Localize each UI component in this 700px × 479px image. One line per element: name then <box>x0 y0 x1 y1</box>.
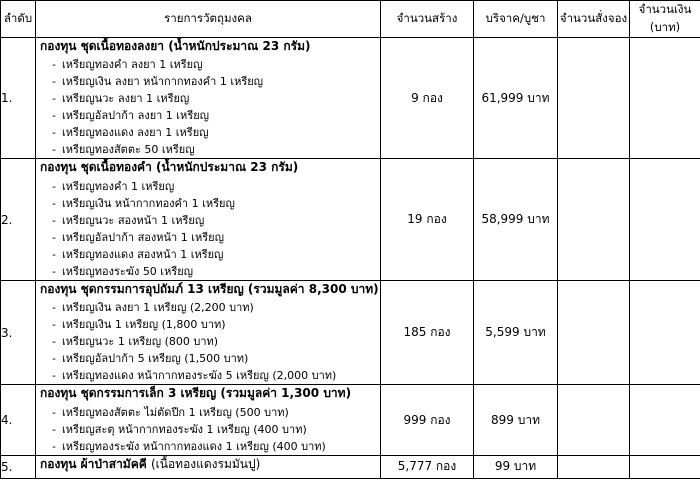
row-detail <box>36 38 381 159</box>
row-amount <box>630 385 700 455</box>
list-item: - เหรียญเงิน หน้ากากทองคำ 1 เหรียญ <box>52 195 380 212</box>
list-item: - เหรียญอัลปาก้า สองหน้า 1 เหรียญ <box>52 229 380 246</box>
set-title <box>40 456 380 472</box>
list-item: - เหรียญเงิน 1 เหรียญ (1,800 บาท) <box>52 316 380 333</box>
row-amount <box>630 159 700 280</box>
row-detail <box>36 455 381 478</box>
list-item: - เหรียญทองแดง ลงยา 1 เหรียญ <box>52 124 380 141</box>
set-title: กองทุน ชุดกรรมการอุปถัมภ์ 13 เหรียญ (รวมมูลค่า 8,300 บาท) <box>40 281 380 297</box>
header-detail: รายการวัตถุมงคล <box>36 1 381 38</box>
set-title-text: กองทุน ผ้าป่าสามัคคี <box>40 457 147 471</box>
table-row <box>1 385 700 455</box>
table-row <box>1 159 700 280</box>
list-item: - เหรียญทองระฆัง หน้ากากทองแดง 1 เหรียญ (400 บาท) <box>52 438 380 455</box>
set-title: กองทุน ชุดเนื้อทองคำ (น้ำหนักประมาณ 23 กรัม) <box>40 159 380 175</box>
item-list <box>36 404 380 455</box>
header-amount: จำนวนเงิน (บาท) <box>630 1 700 38</box>
table-row <box>1 280 700 384</box>
item-list <box>36 56 380 158</box>
row-order-count <box>558 280 630 384</box>
list-item: - เหรียญทองแดง หน้ากากทองระฆัง 5 เหรียญ (2,000 บาท) <box>52 367 380 384</box>
row-detail <box>36 159 381 280</box>
set-title-note: (เนื้อทองแดงรมมันปู) <box>151 457 260 471</box>
row-order-count <box>558 455 630 478</box>
row-donation: 899 บาท <box>474 385 558 455</box>
list-item: - เหรียญนวะ สองหน้า 1 เหรียญ <box>52 212 380 229</box>
header-row <box>1 1 700 38</box>
row-order-count <box>558 385 630 455</box>
list-item: - เหรียญอัลปาก้า 5 เหรียญ (1,500 บาท) <box>52 350 380 367</box>
list-item: - เหรียญทองสัตตะ ไม่ตัดปีก 1 เหรียญ (500 บาท) <box>52 404 380 421</box>
set-title: กองทุน ชุดกรรมการเล็ก 3 เหรียญ (รวมมูลค่า 1,300 บาท) <box>40 385 380 401</box>
row-detail <box>36 280 381 384</box>
row-amount <box>630 38 700 159</box>
row-amount <box>630 455 700 478</box>
list-item: - เหรียญอัลปาก้า ลงยา 1 เหรียญ <box>52 107 380 124</box>
list-item: - เหรียญนวะ 1 เหรียญ (800 บาท) <box>52 333 380 350</box>
row-order-count <box>558 159 630 280</box>
list-item: - เหรียญนวะ ลงยา 1 เหรียญ <box>52 90 380 107</box>
row-quantity: 9 กอง <box>381 38 474 159</box>
header-no: ลำดับ <box>1 1 36 38</box>
set-title: กองทุน ชุดเนื้อทองลงยา (น้ำหนักประมาณ 23 กรัม) <box>40 38 380 54</box>
list-item: - เหรียญทองระฆัง 50 เหรียญ <box>52 263 380 280</box>
table-header <box>1 1 700 38</box>
row-donation: 99 บาท <box>474 455 558 478</box>
table-row <box>1 38 700 159</box>
row-detail <box>36 385 381 455</box>
row-quantity: 999 กอง <box>381 385 474 455</box>
row-number: 3. <box>1 280 36 384</box>
list-item: - เหรียญสะตุ หน้ากากทองระฆัง 1 เหรียญ (400 บาท) <box>52 421 380 438</box>
row-number: 5. <box>1 455 36 478</box>
row-quantity: 5,777 กอง <box>381 455 474 478</box>
header-order-count: จำนวนสั่งจอง <box>558 1 630 38</box>
item-list <box>36 178 380 280</box>
row-donation: 58,999 บาท <box>474 159 558 280</box>
table-body <box>1 38 700 479</box>
row-number: 2. <box>1 159 36 280</box>
header-quantity: จำนวนสร้าง <box>381 1 474 38</box>
row-order-count <box>558 38 630 159</box>
list-item: - เหรียญเงิน ลงยา 1 เหรียญ (2,200 บาท) <box>52 299 380 316</box>
row-amount <box>630 280 700 384</box>
row-quantity: 19 กอง <box>381 159 474 280</box>
list-item: - เหรียญทองสัตตะ 50 เหรียญ <box>52 141 380 158</box>
list-item: - เหรียญเงิน ลงยา หน้ากากทองคำ 1 เหรียญ <box>52 73 380 90</box>
row-donation: 61,999 บาท <box>474 38 558 159</box>
row-quantity: 185 กอง <box>381 280 474 384</box>
row-number: 1. <box>1 38 36 159</box>
item-list <box>36 299 380 384</box>
row-donation: 5,599 บาท <box>474 280 558 384</box>
list-item: - เหรียญทองคำ ลงยา 1 เหรียญ <box>52 56 380 73</box>
list-item: - เหรียญทองแดง สองหน้า 1 เหรียญ <box>52 246 380 263</box>
list-item: - เหรียญทองคำ 1 เหรียญ <box>52 178 380 195</box>
table-row <box>1 455 700 478</box>
header-donation: บริจาค/บูชา <box>474 1 558 38</box>
row-number: 4. <box>1 385 36 455</box>
